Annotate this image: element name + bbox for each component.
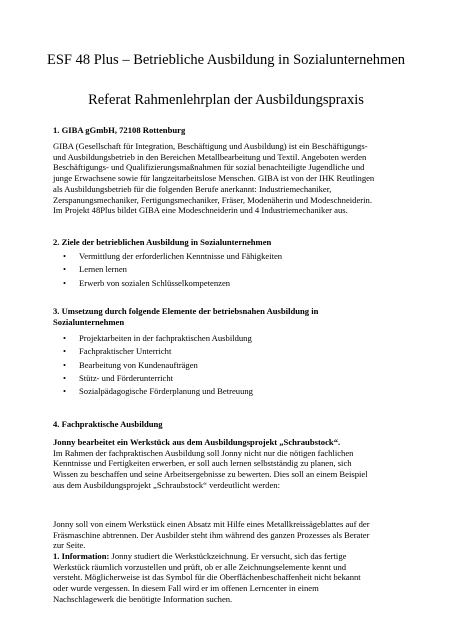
text-line: junge Erwachsene sowie für langzeitarbeitslose Menschen. GIBA ist von der IHK Reutlingen	[53, 173, 375, 184]
text-line: Fräsmaschine abtrennen. Der Ausbilder steht ihm während des ganzen Prozesses als Berater	[53, 529, 370, 540]
list-item	[63, 372, 423, 385]
step-label: 1. Information:	[53, 551, 110, 561]
list-item-text: Sozialpädagogische Förderplanung und Betreuung	[79, 386, 253, 397]
section-1-heading: 1. GIBA gGmbH, 72108 Rottenburg	[53, 125, 186, 135]
text-line: Jonny soll von einem Werkstück einen Absatz mit Hilfe eines Metallkreissägeblattes auf der	[53, 519, 370, 529]
list-item-text: Projektarbeiten in der fachpraktischen Ausbildung	[79, 333, 252, 343]
list-item	[63, 345, 423, 358]
section-4-intro	[53, 437, 413, 491]
text-line: Kenntnisse und Fertigkeiten erwerben, er soll auch lernen selbstständig zu planen, sich	[53, 458, 352, 469]
text-line: Zerspanungsmechaniker, Fertigungsmechaniker, Fräser, Modenäherin und Modeschneiderin.	[53, 194, 372, 205]
text-line: oder wurde vergessen. In diesem Fall wird er im offenen Lerncenter in einem	[53, 583, 319, 594]
text-line: und Ausbildungsbetrieb in den Bereichen Metallbearbeitung und Textil. Angeboten werden	[53, 151, 367, 162]
section-4-lead: Jonny bearbeitet ein Werkstück aus dem Ausbildungsprojekt „Schraubstock“.	[53, 437, 341, 447]
list-item-text: Fachpraktischer Unterricht	[79, 346, 172, 357]
bullet-icon: •	[63, 264, 67, 275]
section-3-list	[63, 332, 423, 398]
list-item	[63, 250, 423, 263]
text-line: Wissen zu beschaffen und seine Arbeitsergebnisse zu bewerten. Dies soll an einem Beispiel	[53, 469, 368, 480]
section-4-heading: 4. Fachpraktische Ausbildung	[53, 419, 163, 429]
section-3-heading	[53, 306, 413, 327]
list-item-text: Stütz- und Förderunterricht	[79, 372, 174, 383]
section-2-heading: 2. Ziele der betrieblichen Ausbildung in Sozialunternehmen	[53, 237, 272, 247]
bullet-icon: •	[63, 372, 67, 383]
bullet-icon: •	[63, 346, 67, 357]
text-line: versteht. Möglicherweise ist das Symbol für die Oberflächenbeschaffenheit nicht bekannt	[53, 572, 361, 583]
list-item-text: Bearbeitung von Kundenaufträgen	[79, 359, 198, 370]
list-item-text: Lernen lernen	[79, 264, 127, 275]
list-item	[63, 263, 423, 276]
list-item	[63, 332, 423, 345]
list-item	[63, 359, 423, 372]
bullet-icon: •	[63, 386, 67, 397]
list-item	[63, 385, 423, 398]
heading-line: 3. Umsetzung durch folgende Elemente der betriebsnahen Ausbildung in	[53, 306, 319, 316]
text-line: GIBA (Gesellschaft für Integration, Beschäftigung und Ausbildung) ist ein Beschäftigungs-	[53, 141, 368, 151]
list-item	[63, 277, 423, 290]
list-item-text: Vermittlung der erforderlichen Kenntnisse und Fähigkeiten	[79, 251, 283, 261]
bullet-icon: •	[63, 251, 67, 261]
text-line: zur Seite.	[53, 540, 86, 551]
page-title: ESF 48 Plus – Betriebliche Ausbildung in Sozialunternehmen	[46, 52, 406, 68]
bullet-icon: •	[63, 333, 67, 343]
heading-line: Sozialunternehmen	[53, 316, 125, 327]
text-line: Im Projekt 48Plus bildet GIBA eine Modeschneiderin und 4 Industriemechaniker aus.	[53, 205, 348, 216]
section-2-list	[63, 250, 423, 290]
text-line: als Ausbildungsbetrieb für die folgenden Berufe anerkannt: Industriemechaniker,	[53, 183, 332, 194]
list-item-text: Erwerb von sozialen Schlüsselkompetenzen	[79, 277, 231, 288]
section-4-step-information	[53, 551, 413, 605]
text-line: aus dem Ausbildungsprojekt „Schraubstock“ verdeutlicht werden:	[53, 479, 280, 490]
text-line: Beschäftigungs- und Qualifizierungsmaßnahmen für sozial benachteiligte Jugendliche und	[53, 162, 365, 173]
text-line: Jonny studiert die Werkstückzeichnung. Er versucht, sich das fertige	[109, 551, 347, 561]
bullet-icon: •	[63, 359, 67, 370]
page-subtitle: Referat Rahmenlehrplan der Ausbildungspraxis	[88, 92, 364, 108]
text-line: Werkstück räumlich vorzustellen und prüft, ob er alle Zeichnungselemente kennt und	[53, 561, 347, 572]
bullet-icon: •	[63, 277, 67, 288]
text-line: Nachschlagewerk die benötigte Information suchen.	[53, 593, 233, 604]
section-4-paragraph	[53, 519, 413, 551]
section-1-body	[53, 141, 413, 216]
text-line: Im Rahmen der fachpraktischen Ausbildung soll Jonny nicht nur die nötigen fachlichen	[53, 447, 354, 458]
